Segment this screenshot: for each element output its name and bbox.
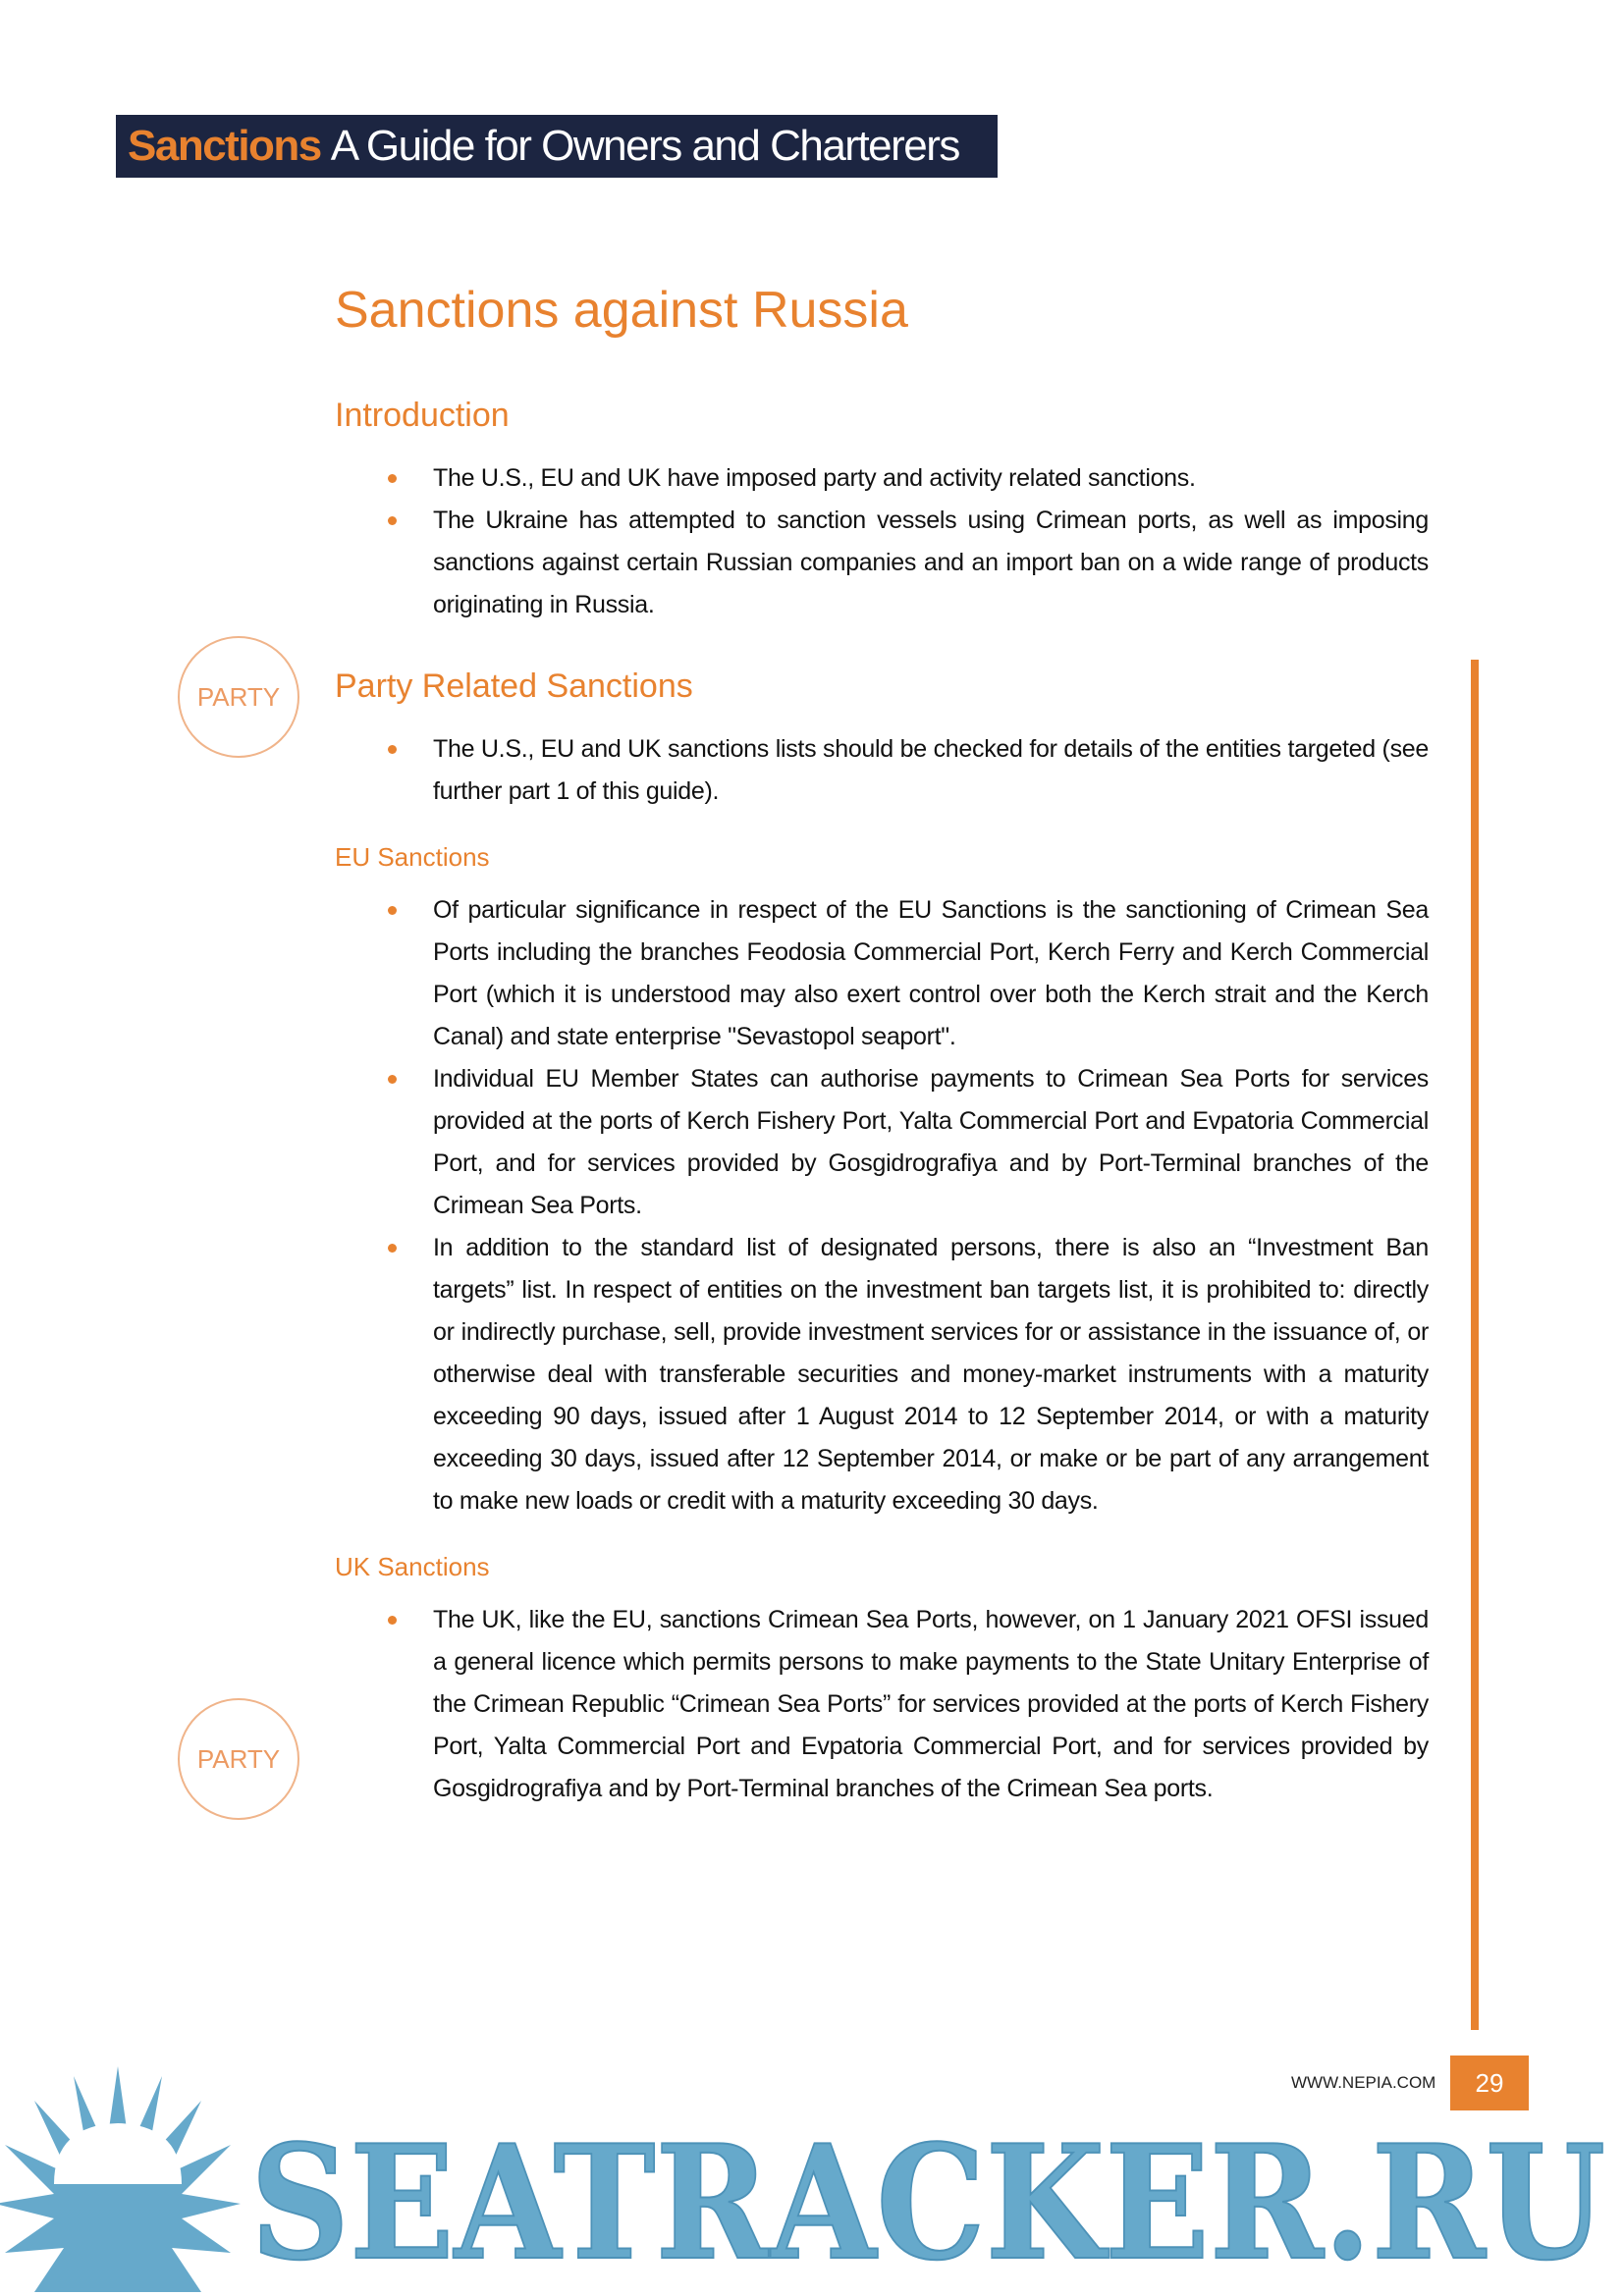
bullet-icon [388, 474, 397, 483]
list-item: The U.S., EU and UK sanctions lists should be checked for details of the entities targeted (see further part 1 of this guide). [388, 728, 1429, 813]
party-badge: PARTY [178, 1698, 299, 1820]
sun-icon [0, 2066, 241, 2292]
watermark-text: SEATRACKER.RU [250, 2110, 1605, 2295]
uk-section [196, 1550, 1429, 1810]
intro-heading: Introduction [335, 397, 510, 434]
list-item: The U.S., EU and UK have imposed party and activity related sanctions. [388, 457, 1429, 500]
header-brand: Sanctions [128, 122, 321, 170]
page-number: 29 [1450, 2056, 1529, 2110]
eu-section [335, 840, 1429, 1522]
party-badge: PARTY [178, 636, 299, 758]
page-title: Sanctions against Russia [335, 282, 908, 339]
uk-list [388, 1599, 1429, 1810]
list-item: The Ukraine has attempted to sanction vessels using Crimean ports, as well as imposing sanctions against certain Russian companies and an import ban on a wide range of products originating in Russia. [388, 500, 1429, 626]
party-list [388, 728, 1429, 813]
list-item: Of particular significance in respect of the EU Sanctions is the sanctioning of Crimean Sea Ports including the branches Feodosia Commercial Port, Kerch Ferry and Kerch Commercial Port (which it is understood may also exert control over both the Kerch strait and the Kerch Canal) and state enterprise "Sevastopol seaport". [388, 889, 1429, 1058]
bullet-icon [388, 1244, 397, 1253]
bullet-icon [388, 1075, 397, 1084]
page-content [196, 281, 1429, 1810]
eu-heading: EU Sanctions [335, 842, 490, 872]
party-section [196, 666, 1429, 813]
eu-list [388, 889, 1429, 1522]
party-heading: Party Related Sanctions [335, 667, 693, 705]
list-item: The UK, like the EU, sanctions Crimean Sea Ports, however, on 1 January 2021 OFSI issued a general licence which permits persons to make payments to the State Unitary Enterprise of the Crimean Republic “Crimean Sea Ports” for services provided at the ports of Kerch Fishery Port, Yalta Commercial Port and Evpatoria Commercial Port, and for services provided by Gosgidrografiya and by Port-Terminal branches of the Crimean Sea ports. [388, 1599, 1429, 1810]
list-item: Individual EU Member States can authorise payments to Crimean Sea Ports for services provided at the ports of Kerch Fishery Port, Yalta Commercial Port and Evpatoria Commercial Port, and for services provided by Gosgidrografiya and by Port-Terminal branches of the Crimean Sea Ports. [388, 1058, 1429, 1227]
section-side-bar [1471, 660, 1479, 2030]
document-header-banner [116, 115, 998, 178]
header-subtitle: A Guide for Owners and Charterers [330, 122, 959, 170]
intro-list [388, 457, 1429, 626]
uk-heading: UK Sanctions [335, 1552, 490, 1581]
footer-url[interactable]: WWW.NEPIA.COM [1291, 2073, 1436, 2092]
list-item: In addition to the standard list of designated persons, there is also an “Investment Ban targets” list. In respect of entities on the investment ban targets list, it is prohibited to: directly or indirectly purchase, sell, provide investment services for or assistance in the issuance of, or otherwise deal with transferable securities and money-market instruments with a maturity exceeding 90 days, issued after 1 August 2014 to 12 September 2014, or with a maturity exceeding 30 days, issued after 12 September 2014, or make or be part of any arrangement to make new loads or credit with a maturity exceeding 30 days. [388, 1227, 1429, 1522]
bullet-icon [388, 516, 397, 525]
intro-section [335, 395, 1429, 626]
bullet-icon [388, 906, 397, 915]
bullet-icon [388, 745, 397, 754]
bullet-icon [388, 1616, 397, 1625]
